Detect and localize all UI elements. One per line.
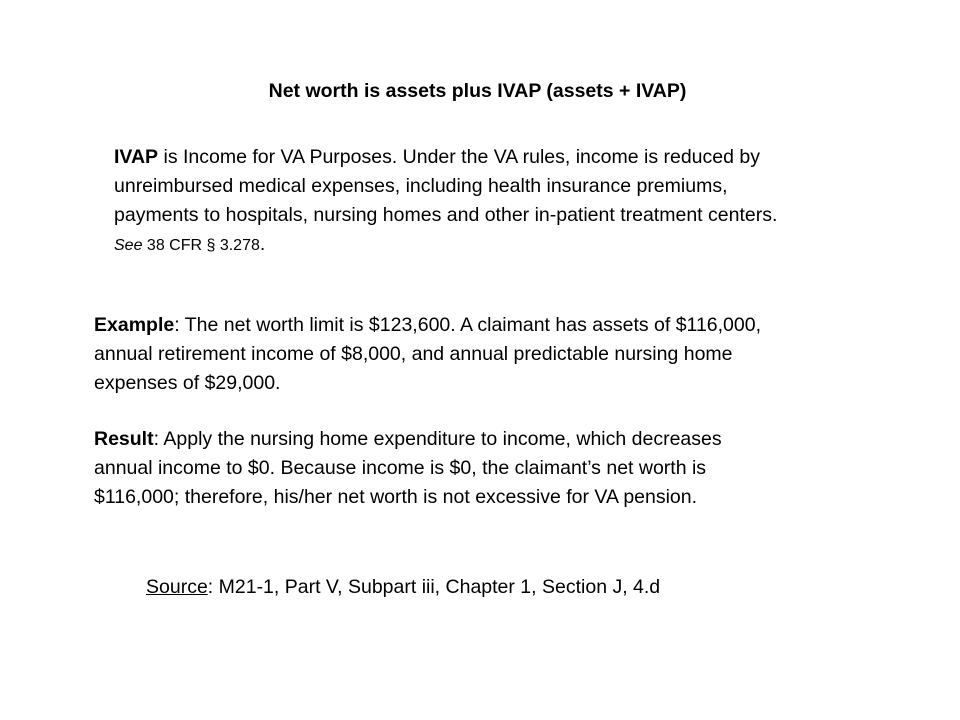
cfr-citation: 38 CFR § 3.278 <box>142 237 260 254</box>
example-line-2: annual retirement income of $8,000, and annual predictable nursing home <box>94 343 733 365</box>
source-label: Source <box>146 576 208 598</box>
example-label: Example <box>94 314 175 336</box>
citation-period: . <box>259 233 266 255</box>
example-line-1-text: : The net worth limit is $123,600. A claimant has assets of $116,000, <box>174 314 762 336</box>
ivap-line-3: payments to hospitals, nursing homes and other in-patient treatment centers. <box>114 204 778 226</box>
result-line-1-text: : Apply the nursing home expenditure to income, which decreases <box>153 428 722 450</box>
ivap-line-1-text: is Income for VA Purposes. Under the VA rules, income is reduced by <box>158 146 760 168</box>
ivap-citation-line <box>114 230 914 260</box>
result-line-3: $116,000; therefore, his/her net worth is not excessive for VA pension. <box>94 486 698 508</box>
result-paragraph <box>94 425 914 512</box>
ivap-line-1 <box>114 143 914 172</box>
result-label: Result <box>94 428 154 450</box>
ivap-definition <box>114 143 914 260</box>
example-paragraph <box>94 311 914 398</box>
result-line-1 <box>94 425 914 454</box>
ivap-line-2: unreimbursed medical expenses, including health insurance premiums, <box>114 175 728 197</box>
see-label: See <box>114 237 143 254</box>
slide-title: Net worth is assets plus IVAP (assets + IVAP) <box>268 80 687 102</box>
result-line-2: annual income to $0. Because income is $0, the claimant’s net worth is <box>94 457 707 479</box>
source-text: : M21-1, Part V, Subpart iii, Chapter 1, Section J, 4.d <box>207 576 661 598</box>
source-reference <box>146 573 660 602</box>
ivap-term: IVAP <box>114 146 159 168</box>
example-line-1 <box>94 311 914 340</box>
example-line-3: expenses of $29,000. <box>94 372 281 394</box>
